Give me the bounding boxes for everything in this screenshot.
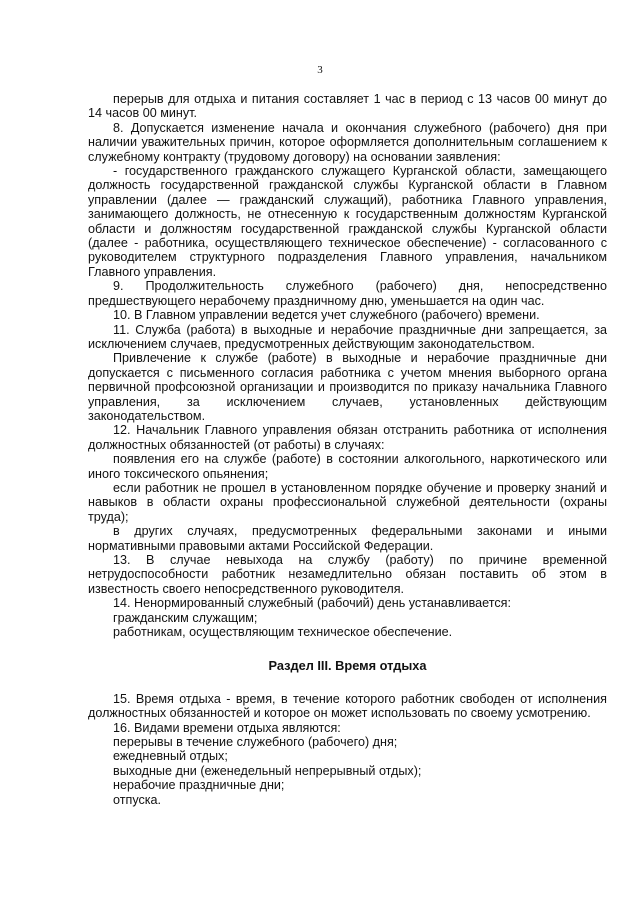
paragraph-item-14: 14. Ненормированный служебный (рабочий) день устанавливается: [113,596,511,611]
paragraph-item-14-technical-staff: работникам, осуществляющим техническое обеспечение. [113,625,453,640]
rest-type-weekends: выходные дни (еженедельный непрерывный отдых); [113,763,422,778]
paragraph-item-12-case-other: в других случаях, предусмотренных федеральными законами и иными нормативными правовыми актами Российской Федерации. [88,524,607,553]
paragraph-item-12-case-training: если работник не прошел в установленном порядке обучение и проверку знаний и навыков в области охраны профессиональной служебной деятельности (охраны труда); [88,480,607,524]
paragraph-item-10: 10. В Главном управлении ведется учет служебного (рабочего) времени. [113,308,540,323]
paragraph-item-16: 16. Видами времени отдыха являются: [113,720,341,735]
paragraph-item-9: 9. Продолжительность служебного (рабочего) дня, непосредственно предшествующего нерабочему праздничному дню, уменьшается на один час. [88,279,607,308]
paragraph-item-11: 11. Служба (работа) в выходные и нерабочие праздничные дни запрещается, за исключением случаев, предусмотренных действующим законодательством. [88,322,607,351]
paragraph-item-8-application: - государственного гражданского служащего Курганской области, замещающего должность государственной гражданской службы Курганской области в Главном управлении (далее — гражданский служащий), работника Главного управления, занимающего должность, не отнесенную к государственным должностям Курганской области и должностям государственной гражданской службы Курганской области (далее - работника, осуществляющего техническое обеспечение) - согласованного с руководителем структурного подразделения Главного управления, начальником Главного управления. [88,164,607,279]
rest-type-vacations: отпуска. [113,792,162,807]
rest-type-breaks: перерывы в течение служебного (рабочего) дня; [113,735,398,750]
page-number: 3 [317,64,323,76]
section-heading: Раздел III. Время отдыха [268,658,427,674]
rest-type-daily: ежедневный отдых; [113,749,228,764]
paragraph-item-12-case-intoxication: появления его на службе (работе) в состоянии алкогольного, наркотического или иного токсического опьянения; [88,452,607,481]
paragraph-item-14-civil-servants: гражданским служащим; [113,610,258,625]
paragraph-item-11-involvement: Привлечение к службе (работе) в выходные и нерабочие праздничные дни допускается с письменного согласия работника с учетом мнения выборного органа первичной профсоюзной организации и производится по приказу начальника Главного управления, за исключением случаев, установленных действующим законодательством. [88,351,607,423]
paragraph-item-15: 15. Время отдыха - время, в течение которого работник свободен от исполнения должностных обязанностей и которое он может использовать по своему усмотрению. [88,691,607,721]
paragraph-item-13: 13. В случае невыхода на службу (работу) по причине временной нетрудоспособности работник незамедлительно обязан поставить об этом в известность своего непосредственного руководителя. [88,553,607,596]
paragraph-break-time: перерыв для отдыха и питания составляет 1 час в период с 13 часов 00 минут до 14 часов 00 минут. [88,92,607,121]
document-body [88,92,607,807]
paragraph-item-8: 8. Допускается изменение начала и окончания служебного (рабочего) дня при наличии уважительных причин, которое оформляется дополнительным соглашением к служебному контракту (трудовому договору) на основании заявления: [88,120,607,164]
rest-type-holidays: нерабочие праздничные дни; [113,778,285,793]
paragraph-item-12: 12. Начальник Главного управления обязан отстранить работника от исполнения должностных обязанностей (от работы) в случаях: [88,423,607,452]
